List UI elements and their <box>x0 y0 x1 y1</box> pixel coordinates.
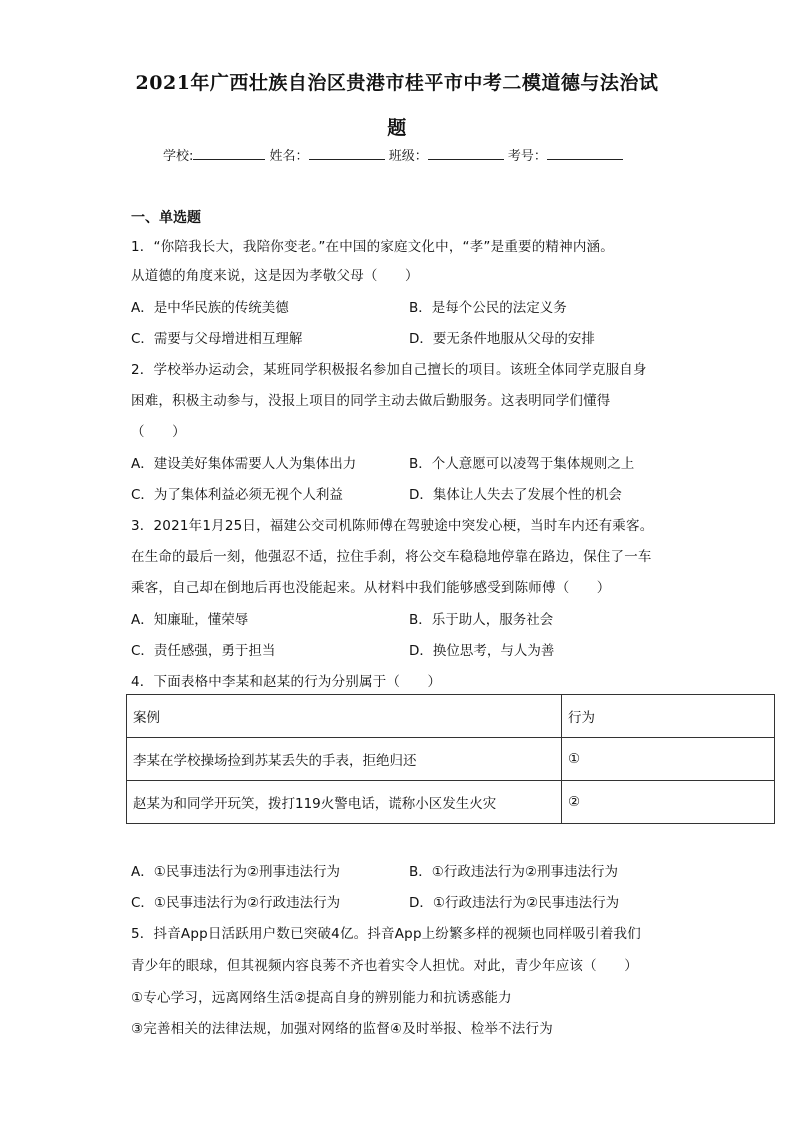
q2-option-b: B．个人意愿可以凌驾于集体规则之上 <box>409 456 635 472</box>
q5-stem-line: 5．抖音App日活跃用户数已突破4亿。抖音App上纷繁多样的视频也同样吸引着我们 <box>131 926 641 942</box>
q5-statement-line: ①专心学习，远离网络生活②提高自身的辨别能力和抗诱惑能力 <box>131 990 512 1006</box>
q5-statement-line: ③完善相关的法律法规，加强对网络的监督④及时举报、检举不法行为 <box>131 1021 553 1037</box>
exam-no-label: 考号： <box>507 149 547 164</box>
q4-option-b: B．①行政违法行为②刑事违法行为 <box>409 864 618 880</box>
q3-stem-line: 在生命的最后一刻，他强忍不适，拉住手刹，将公交车稳稳地停靠在路边，保住了一车 <box>131 549 652 565</box>
q2-stem-line: 2．学校举办运动会，某班同学积极报名参加自己擅长的项目。该班全体同学克服自身 <box>131 362 647 378</box>
q3-option-a: A．知廉耻，懂荣辱 <box>131 612 249 628</box>
q4-option-c: C．①民事违法行为②行政违法行为 <box>131 895 341 911</box>
exam-no-blank <box>547 147 623 160</box>
q1-option-c: C．需要与父母增进相互理解 <box>131 331 303 347</box>
q1-stem-line: 从道德的角度来说，这是因为孝敬父母（ ） <box>131 268 419 284</box>
q1-option-d: D．要无条件地服从父母的安排 <box>409 331 595 347</box>
q4-stem-line: 4．下面表格中李某和赵某的行为分别属于（ ） <box>131 674 442 690</box>
q3-option-c: C．责任感强，勇于担当 <box>131 643 276 659</box>
q3-stem-line: 乘客，自己却在倒地后再也没能起来。从材料中我们能够感受到陈师傅（ ） <box>131 580 611 596</box>
q2-stem-line: （ ） <box>131 424 186 440</box>
name-label: 姓名： <box>269 149 309 164</box>
table-cell: 赵某为和同学开玩笑，拨打119火警电话，谎称小区发生火灾 <box>127 781 562 824</box>
exam-title-cont: 题 <box>387 117 407 139</box>
q2-option-c: C．为了集体利益必须无视个人利益 <box>131 487 343 503</box>
name-blank <box>309 147 385 160</box>
table-cell: 李某在学校操场捡到苏某丢失的手表，拒绝归还 <box>127 738 562 781</box>
q3-stem-line: 3．2021年1月25日，福建公交司机陈师傅在驾驶途中突发心梗，当时车内还有乘客。 <box>131 518 654 534</box>
table-cell: ① <box>562 738 775 781</box>
class-blank <box>428 147 504 160</box>
table-header-row <box>127 695 775 738</box>
q3-option-d: D．换位思考，与人为善 <box>409 643 555 659</box>
q1-stem-line: 1．“你陪我长大，我陪你变老。”在中国的家庭文化中，“孝”是重要的精神内涵。 <box>131 239 614 255</box>
q2-option-d: D．集体让人失去了发展个性的机会 <box>409 487 622 503</box>
q2-stem-line: 困难，积极主动参与，没报上项目的同学主动去做后勤服务。这表明同学们懂得 <box>131 393 611 409</box>
case-table <box>126 694 775 824</box>
q1-option-b: B．是每个公民的法定义务 <box>409 300 567 316</box>
q4-option-d: D．①行政违法行为②民事违法行为 <box>409 895 620 911</box>
section-heading: 一、单选题 <box>131 210 201 226</box>
student-info-row <box>163 145 623 164</box>
table-cell: ② <box>562 781 775 824</box>
q3-option-b: B．乐于助人，服务社会 <box>409 612 554 628</box>
q4-option-a: A．①民事违法行为②刑事违法行为 <box>131 864 340 880</box>
table-header-cell: 行为 <box>562 695 775 738</box>
q5-stem-line: 青少年的眼球，但其视频内容良莠不齐也着实令人担忧。对此，青少年应该（ ） <box>131 958 638 974</box>
class-label: 班级： <box>388 149 428 164</box>
q1-option-a: A．是中华民族的传统美德 <box>131 300 289 316</box>
q2-option-a: A．建设美好集体需要人人为集体出力 <box>131 456 357 472</box>
table-row <box>127 781 775 824</box>
table-row <box>127 738 775 781</box>
school-label: 学校: <box>163 149 194 164</box>
exam-title: 2021年广西壮族自治区贵港市桂平市中考二模道德与法治试 <box>135 72 659 94</box>
school-blank <box>193 147 265 160</box>
table-header-cell: 案例 <box>127 695 562 738</box>
